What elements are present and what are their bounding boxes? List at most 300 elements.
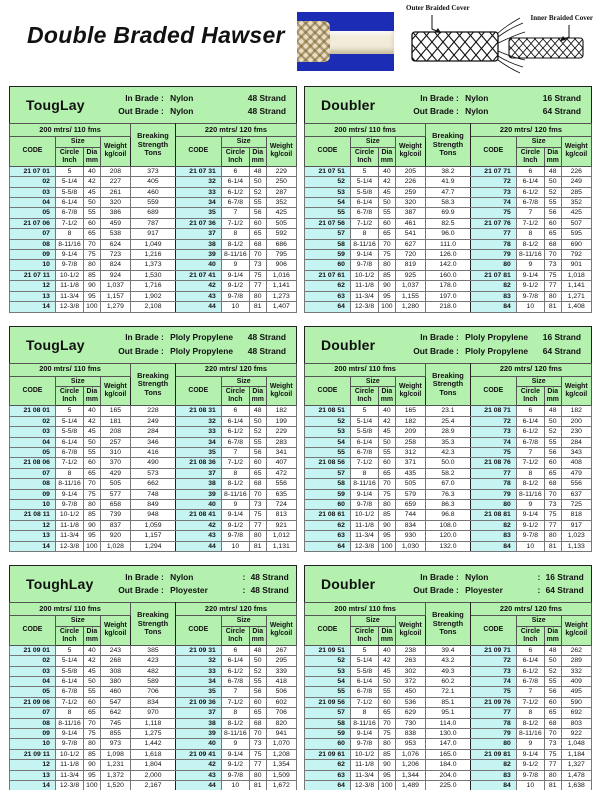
weight-cell: 226 — [395, 177, 425, 187]
weight-cell: 472 — [266, 468, 296, 478]
breaking-cell: 41.9 — [426, 177, 471, 187]
weight-cell: 818 — [561, 510, 591, 520]
size-header: Size — [350, 616, 395, 627]
circle-cell: 8-11/16 — [55, 479, 83, 489]
dia-cell: 70 — [249, 729, 266, 739]
code-cell: 79 — [470, 489, 516, 499]
breaking-cell: 126.0 — [426, 250, 471, 260]
code-cell: 43 — [175, 531, 221, 541]
block-brade-info — [411, 87, 591, 123]
dia-cell: 77 — [249, 760, 266, 770]
dia-cell: 55 — [249, 198, 266, 208]
circle-cell: 8 — [350, 468, 378, 478]
dia-cell: 50 — [544, 656, 561, 666]
dia-cell: 55 — [379, 208, 396, 218]
circle-inch-header: Circle Inch — [516, 147, 544, 166]
block-brade-info — [411, 327, 591, 363]
in-brade-line — [116, 92, 296, 105]
table-row — [305, 708, 592, 718]
dia-cell: 50 — [544, 177, 561, 187]
weight-cell: 409 — [561, 677, 591, 687]
out-brade-strand: 64 Strand — [542, 106, 581, 116]
dia-cell: 55 — [544, 677, 561, 687]
dia-cell: 50 — [84, 677, 101, 687]
out-brade-line — [411, 345, 591, 358]
table-row — [305, 416, 592, 426]
circle-inch-header: Circle Inch — [221, 387, 249, 406]
in-brade-label: In Brade : — [420, 92, 459, 103]
code-cell: 39 — [175, 729, 221, 739]
breaking-cell: 114.0 — [426, 718, 471, 728]
dia-cell: 95 — [84, 291, 101, 301]
weight-cell: 723 — [100, 250, 130, 260]
dia-cell: 68 — [249, 479, 266, 489]
dia-cell: 40 — [84, 406, 101, 416]
weight-cell: 1,131 — [266, 541, 296, 551]
dia-cell: 81 — [544, 302, 561, 312]
circle-cell: 6-7/8 — [350, 687, 378, 697]
weight-cell: 924 — [100, 270, 130, 280]
weight-cell: 1,279 — [100, 302, 130, 312]
dia-cell: 40 — [379, 645, 396, 655]
code-cell: 39 — [175, 489, 221, 499]
code-cell: 42 — [175, 281, 221, 291]
weight-cell: 285 — [561, 187, 591, 197]
code-cell: 09 — [10, 489, 56, 499]
dia-cell: 80 — [84, 739, 101, 749]
dia-cell: 81 — [249, 302, 266, 312]
circle-cell: 6-7/8 — [55, 687, 83, 697]
weight-cell: 226 — [561, 166, 591, 176]
circle-cell: 12-3/8 — [55, 302, 83, 312]
code-cell: 84 — [470, 781, 516, 790]
circle-cell: 5-5/8 — [350, 187, 378, 197]
weight-cell: 507 — [561, 218, 591, 228]
in-brade-sep: : — [537, 571, 541, 582]
weight-cell: 289 — [561, 656, 591, 666]
weight-header: Weight kg/coil — [395, 616, 425, 646]
block-banner — [304, 326, 592, 364]
weight-cell: 425 — [266, 208, 296, 218]
code-cell: 21 08 31 — [175, 406, 221, 416]
circle-cell: 8 — [516, 468, 544, 478]
dia-cell: 70 — [249, 250, 266, 260]
circle-cell: 9-7/8 — [221, 531, 249, 541]
code-cell: 53 — [305, 427, 351, 437]
dia-cell: 48 — [544, 645, 561, 655]
dia-cell: 56 — [249, 208, 266, 218]
weight-cell: 1,098 — [100, 749, 130, 759]
weight-cell: 209 — [395, 427, 425, 437]
block-brade-info — [116, 87, 296, 123]
table-row — [305, 177, 592, 187]
breaking-cell: 23.1 — [426, 406, 471, 416]
weight-cell: 1,280 — [395, 302, 425, 312]
size-header: Size — [350, 376, 395, 387]
weight-cell: 243 — [100, 645, 130, 655]
right-span-header: 220 mtrs/ 120 fms — [175, 124, 296, 137]
dia-mm-header: Dia mm — [84, 626, 101, 645]
code-cell: 34 — [175, 677, 221, 687]
dia-cell: 81 — [249, 541, 266, 551]
circle-cell: 6 — [221, 645, 249, 655]
breaking-cell: 47.7 — [426, 187, 471, 197]
weight-cell: 1,141 — [561, 281, 591, 291]
code-cell: 12 — [10, 760, 56, 770]
weight-cell: 1,231 — [100, 760, 130, 770]
circle-cell: 6-1/4 — [350, 437, 378, 447]
weight-cell: 637 — [561, 489, 591, 499]
circle-inch-header: Circle Inch — [55, 626, 83, 645]
table-row — [305, 499, 592, 509]
dia-cell: 50 — [249, 416, 266, 426]
breaking-cell: 82.5 — [426, 218, 471, 228]
dia-cell: 42 — [379, 416, 396, 426]
table-row — [10, 760, 297, 770]
circle-cell: 11-1/8 — [350, 281, 378, 291]
code-cell: 21 09 71 — [470, 645, 516, 655]
code-cell: 82 — [470, 760, 516, 770]
dia-cell: 60 — [379, 218, 396, 228]
code-cell: 35 — [175, 447, 221, 457]
table-row — [305, 260, 592, 270]
table-row — [305, 520, 592, 530]
table-row — [305, 187, 592, 197]
dia-cell: 55 — [84, 687, 101, 697]
dia-cell: 73 — [544, 499, 561, 509]
breaking-cell: 346 — [131, 437, 176, 447]
dia-cell: 75 — [249, 510, 266, 520]
weight-cell: 370 — [100, 458, 130, 468]
breaking-cell: 1,804 — [131, 760, 176, 770]
in-brade-label: In Brade : — [420, 332, 459, 343]
dia-cell: 70 — [84, 479, 101, 489]
breaking-cell: 35.3 — [426, 437, 471, 447]
circle-cell: 6 — [516, 166, 544, 176]
weight-cell: 268 — [100, 656, 130, 666]
code-cell: 40 — [175, 260, 221, 270]
dia-cell: 90 — [379, 281, 396, 291]
dia-mm-header: Dia mm — [84, 147, 101, 166]
code-cell: 40 — [175, 499, 221, 509]
dia-cell: 55 — [379, 687, 396, 697]
circle-cell: 8 — [55, 708, 83, 718]
table-row — [305, 281, 592, 291]
weight-cell: 744 — [395, 510, 425, 520]
table-row — [305, 718, 592, 728]
code-cell: 84 — [470, 541, 516, 551]
rope-photo — [297, 12, 394, 71]
dia-cell: 77 — [544, 760, 561, 770]
weight-cell: 310 — [100, 447, 130, 457]
table-row — [305, 479, 592, 489]
out-brade-strand: 48 Strand — [247, 345, 286, 356]
out-brade-strand: 48 Strand — [247, 106, 286, 116]
breaking-cell: 204.0 — [426, 770, 471, 780]
table-row — [10, 229, 297, 239]
circle-cell: 7 — [221, 208, 249, 218]
circle-cell: 12-3/8 — [350, 781, 378, 790]
circle-cell: 6-7/8 — [516, 198, 544, 208]
breaking-cell: 95.1 — [426, 708, 471, 718]
circle-cell: 11-3/4 — [55, 291, 83, 301]
breaking-cell: 130.0 — [426, 729, 471, 739]
table-row — [10, 656, 297, 666]
code-cell: 08 — [10, 239, 56, 249]
code-cell: 21 09 56 — [305, 697, 351, 707]
block-banner — [304, 565, 592, 603]
breaking-strength-header: Breaking Strength Tons — [426, 124, 471, 167]
weight-cell: 1,023 — [561, 531, 591, 541]
table-row — [305, 489, 592, 499]
breaking-cell: 42.3 — [426, 447, 471, 457]
breaking-cell: 970 — [131, 708, 176, 718]
code-cell: 13 — [10, 531, 56, 541]
circle-cell: 7-1/2 — [350, 697, 378, 707]
code-cell: 21 08 81 — [470, 510, 516, 520]
weight-header: Weight kg/coil — [266, 616, 296, 646]
circle-cell: 8 — [516, 229, 544, 239]
weight-cell: 461 — [395, 218, 425, 228]
table-row — [10, 406, 297, 416]
breaking-cell: 249 — [131, 416, 176, 426]
circle-cell: 6-1/2 — [221, 427, 249, 437]
code-cell: 02 — [10, 416, 56, 426]
dia-cell: 80 — [544, 770, 561, 780]
circle-cell: 8-11/16 — [516, 250, 544, 260]
out-brade-label: Out Brade : — [413, 106, 459, 116]
weight-header: Weight kg/coil — [266, 376, 296, 406]
circle-cell: 9-1/2 — [516, 520, 544, 530]
code-cell: 34 — [175, 437, 221, 447]
code-cell: 08 — [10, 718, 56, 728]
weight-cell: 602 — [266, 697, 296, 707]
table-row — [10, 531, 297, 541]
weight-cell: 1,141 — [266, 281, 296, 291]
dia-cell: 56 — [544, 687, 561, 697]
table-row — [305, 250, 592, 260]
dia-cell: 60 — [544, 697, 561, 707]
circle-cell: 5-5/8 — [55, 187, 83, 197]
code-cell: 64 — [305, 302, 351, 312]
size-header: Size — [350, 137, 395, 148]
weight-cell: 834 — [395, 520, 425, 530]
weight-cell: 635 — [266, 489, 296, 499]
circle-cell: 5-1/4 — [55, 656, 83, 666]
circle-cell: 6-7/8 — [221, 437, 249, 447]
code-cell: 72 — [470, 177, 516, 187]
code-header: CODE — [175, 616, 221, 646]
circle-cell: 7 — [516, 687, 544, 697]
right-span-header: 220 mtrs/ 120 fms — [175, 363, 296, 376]
code-cell: 60 — [305, 739, 351, 749]
weight-cell: 250 — [266, 177, 296, 187]
breaking-cell: 111.0 — [426, 239, 471, 249]
code-cell: 78 — [470, 718, 516, 728]
rope-braid-image — [297, 21, 330, 62]
weight-cell: 261 — [100, 187, 130, 197]
code-cell: 80 — [470, 739, 516, 749]
weight-cell: 283 — [266, 437, 296, 447]
code-cell: 77 — [470, 229, 516, 239]
code-cell: 58 — [305, 239, 351, 249]
circle-cell: 9-1/4 — [350, 489, 378, 499]
code-cell: 52 — [305, 177, 351, 187]
code-cell: 38 — [175, 239, 221, 249]
circle-cell: 7-1/2 — [516, 458, 544, 468]
right-span-header: 220 mtrs/ 120 fms — [470, 124, 591, 137]
circle-cell: 11-1/8 — [350, 520, 378, 530]
circle-cell: 11-1/8 — [55, 760, 83, 770]
circle-cell: 6-1/2 — [221, 666, 249, 676]
size-header: Size — [221, 376, 266, 387]
weight-cell: 1,273 — [266, 291, 296, 301]
dia-cell: 60 — [249, 458, 266, 468]
dia-cell: 75 — [379, 489, 396, 499]
code-cell: 02 — [10, 656, 56, 666]
weight-cell: 690 — [561, 239, 591, 249]
dia-cell: 95 — [379, 770, 396, 780]
dia-cell: 90 — [84, 520, 101, 530]
circle-cell: 6-7/8 — [350, 208, 378, 218]
table-row — [305, 656, 592, 666]
circle-cell: 12-3/8 — [55, 781, 83, 790]
out-brade-line — [116, 584, 296, 597]
dia-cell: 85 — [379, 510, 396, 520]
table-row — [10, 645, 297, 655]
weight-cell: 407 — [266, 458, 296, 468]
weight-cell: 460 — [100, 687, 130, 697]
code-cell: 60 — [305, 499, 351, 509]
circle-cell: 5-5/8 — [55, 427, 83, 437]
in-brade-line — [411, 571, 591, 584]
dia-cell: 90 — [379, 760, 396, 770]
circle-cell: 8-11/16 — [350, 239, 378, 249]
code-cell: 21 09 01 — [10, 645, 56, 655]
circle-cell: 6-1/2 — [516, 187, 544, 197]
in-brade-strand: 48 Strand — [247, 332, 286, 343]
weight-cell: 343 — [561, 447, 591, 457]
dia-cell: 75 — [249, 270, 266, 280]
dia-cell: 75 — [84, 489, 101, 499]
dia-cell: 77 — [249, 281, 266, 291]
dia-cell: 70 — [84, 239, 101, 249]
code-cell: 35 — [175, 687, 221, 697]
in-brade-line — [411, 331, 591, 344]
size-header: Size — [55, 376, 100, 387]
weight-cell: 418 — [266, 677, 296, 687]
dia-cell: 52 — [249, 187, 266, 197]
code-cell: 21 07 01 — [10, 166, 56, 176]
in-brade-material: Nylon — [465, 92, 489, 103]
breaking-cell: 228 — [131, 406, 176, 416]
weight-cell: 1,070 — [266, 739, 296, 749]
table-row — [10, 458, 297, 468]
weight-header: Weight kg/coil — [100, 137, 130, 167]
weight-cell: 182 — [395, 416, 425, 426]
breaking-cell: 689 — [131, 208, 176, 218]
weight-header: Weight kg/coil — [266, 137, 296, 167]
out-brade-label: Out Brade : — [118, 106, 164, 116]
dia-cell: 40 — [84, 166, 101, 176]
circle-cell: 10 — [516, 541, 544, 551]
size-header: Size — [516, 137, 561, 148]
weight-cell: 372 — [395, 677, 425, 687]
in-brade-material: Nylon — [170, 92, 194, 103]
code-cell: 21 07 06 — [10, 218, 56, 228]
breaking-cell: 76.3 — [426, 489, 471, 499]
circle-cell: 11-3/4 — [350, 531, 378, 541]
code-header: CODE — [10, 376, 56, 406]
code-cell: 80 — [470, 499, 516, 509]
left-span-header: 200 mtrs/ 110 fms — [305, 363, 426, 376]
table-row — [10, 208, 297, 218]
weight-cell: 720 — [395, 250, 425, 260]
dia-cell: 75 — [249, 749, 266, 759]
code-cell: 73 — [470, 427, 516, 437]
circle-cell: 5-5/8 — [350, 666, 378, 676]
weight-cell: 1,372 — [100, 770, 130, 780]
weight-cell: 658 — [100, 499, 130, 509]
dia-cell: 48 — [249, 406, 266, 416]
in-brade-strand: 48 Strand — [250, 571, 289, 582]
rope-spec-table — [9, 123, 297, 313]
table-row — [305, 729, 592, 739]
code-cell: 05 — [10, 447, 56, 457]
circle-cell: 9-1/4 — [55, 250, 83, 260]
weight-cell: 284 — [561, 437, 591, 447]
circle-cell: 9-1/2 — [221, 281, 249, 291]
dia-cell: 50 — [379, 677, 396, 687]
circle-cell: 10-1/2 — [55, 749, 83, 759]
in-brade-material: Ploly Propylene — [170, 332, 233, 343]
in-brade-label: In Brade : — [125, 332, 164, 343]
breaking-cell: 2,167 — [131, 781, 176, 790]
out-brade-strand: 48 Strand — [250, 585, 289, 595]
circle-cell: 9-1/4 — [221, 510, 249, 520]
code-cell: 21 09 06 — [10, 697, 56, 707]
circle-cell: 12-3/8 — [350, 541, 378, 551]
weight-cell: 795 — [266, 250, 296, 260]
weight-cell: 577 — [100, 489, 130, 499]
code-cell: 21 07 51 — [305, 166, 351, 176]
block-title: Doubler — [321, 336, 376, 353]
circle-cell: 9 — [221, 499, 249, 509]
dia-cell: 52 — [544, 666, 561, 676]
circle-cell: 6 — [516, 406, 544, 416]
circle-cell: 8-1/2 — [221, 718, 249, 728]
dia-cell: 65 — [544, 468, 561, 478]
code-cell: 14 — [10, 781, 56, 790]
code-cell: 57 — [305, 229, 351, 239]
circle-cell: 9-1/4 — [516, 749, 544, 759]
weight-cell: 792 — [561, 250, 591, 260]
weight-cell: 429 — [100, 468, 130, 478]
right-span-header: 220 mtrs/ 120 fms — [470, 603, 591, 616]
weight-cell: 556 — [561, 479, 591, 489]
circle-cell: 9 — [516, 260, 544, 270]
dia-mm-header: Dia mm — [379, 387, 396, 406]
breaking-cell: 589 — [131, 677, 176, 687]
weight-header: Weight kg/coil — [100, 616, 130, 646]
weight-cell: 387 — [395, 208, 425, 218]
weight-header: Weight kg/coil — [561, 137, 591, 167]
rope-spec-table — [304, 363, 592, 553]
circle-cell: 5 — [350, 166, 378, 176]
circle-cell: 9-7/8 — [350, 499, 378, 509]
circle-cell: 9-7/8 — [221, 291, 249, 301]
code-cell: 77 — [470, 708, 516, 718]
